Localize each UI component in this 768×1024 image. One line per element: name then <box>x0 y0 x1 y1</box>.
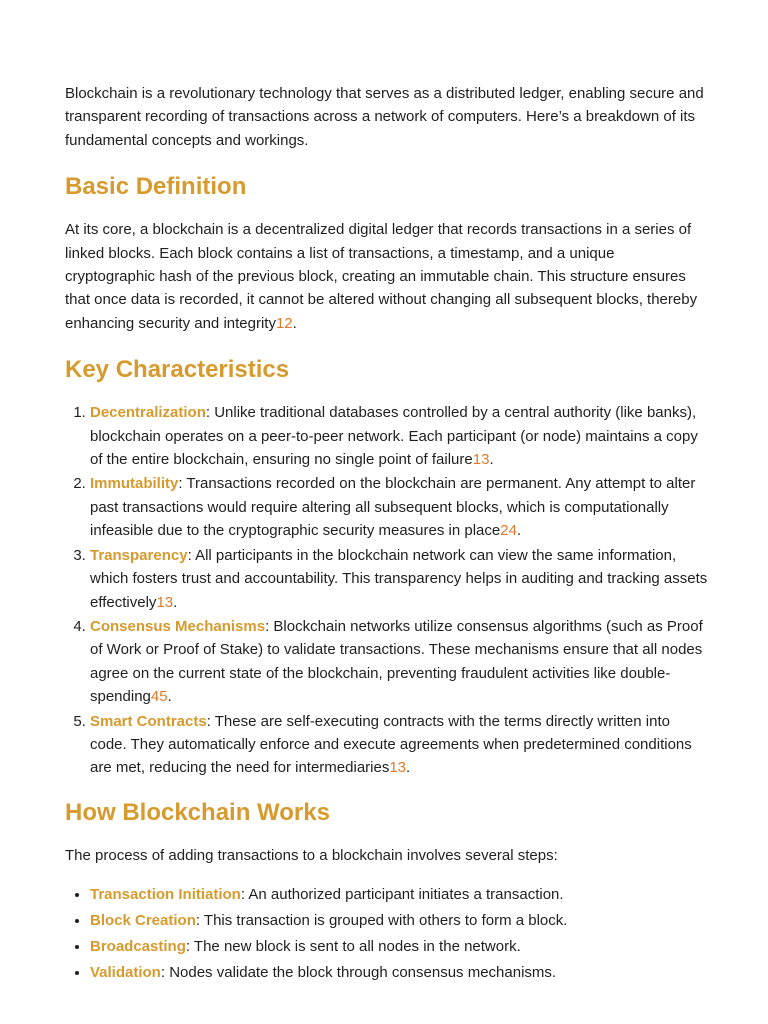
list-item: 3. Transparency: All participants in the blockchain network can view the same information, which fosters trust and accountability. This transparency helps in auditing and tracking assets effectively13. <box>90 544 708 614</box>
term-immutability[interactable]: Immutability <box>90 475 179 493</box>
term-transparency[interactable]: Transparency <box>90 546 188 564</box>
term-broadcasting[interactable]: Broadcasting <box>90 937 186 955</box>
heading-how-blockchain-works: How Blockchain Works <box>65 798 330 826</box>
list-item: • Block Creation: This transaction is grouped with others to form a block. <box>90 909 708 932</box>
reference-link[interactable]: 12 <box>275 314 293 332</box>
reference-link[interactable]: 45 <box>150 688 168 706</box>
term-validation[interactable]: Validation <box>90 963 161 981</box>
reference-link[interactable]: 13 <box>389 759 407 777</box>
term-smart-contracts[interactable]: Smart Contracts <box>90 712 207 730</box>
reference-link[interactable]: 13 <box>156 593 174 611</box>
intro-paragraph: Blockchain is a revolutionary technology that serves as a distributed ledger, enabling secure and transparent recording of transactions across a network of computers. Here’s a breakdown of its fundamental concepts and workings. <box>65 85 704 149</box>
basic-definition-paragraph: At its core, a blockchain is a decentralized digital ledger that records transactions in a series of linked blocks. Each block contains a list of transactions, a timestamp, and a unique cryptographic hash of the previous block, creating an immutable chain. This structure ensures that once data is recorded, it cannot be altered without changing all subsequent blocks, thereby enhancing security and integrity12. <box>65 221 698 332</box>
basic-definition-text: At its core, a blockchain is a decentralized digital ledger that records transactions in a series of linked blocks. Each block contains a list of transactions, a timestamp, and a unique cryptographic hash of the previous block, creating an immutable chain. This structure ensures that once data is recorded, it cannot be altered without changing all subsequent blocks, thereby enhancing security and integrity <box>65 221 698 332</box>
heading-basic-definition: Basic Definition <box>65 173 247 201</box>
term-transaction-initiation[interactable]: Transaction Initiation <box>90 886 241 904</box>
characteristics-list <box>65 401 708 780</box>
list-item: 4. Consensus Mechanisms: Blockchain networks utilize consensus algorithms (such as Proof of Work or Proof of Stake) to validate transactions. These mechanisms ensure that all nodes agree on the current state of the blockchain, preventing fraudulent activities like double-spending45. <box>90 615 708 709</box>
term-block-creation[interactable]: Block Creation <box>90 912 196 930</box>
list-item: 5. Smart Contracts: These are self-executing contracts with the terms directly written into code. They automatically enforce and execute agreements when predetermined conditions are met, reducing the need for intermediaries13. <box>90 710 708 780</box>
term-decentralization[interactable]: Decentralization <box>90 404 206 422</box>
list-item: • Validation: Nodes validate the block through consensus mechanisms. <box>90 961 708 984</box>
heading-key-characteristics: Key Characteristics <box>65 356 290 384</box>
list-item: 2. Immutability: Transactions recorded on the blockchain are permanent. Any attempt to alter past transactions would require altering all subsequent blocks, which is computationally infeasible due to the cryptographic security measures in place24. <box>90 472 708 542</box>
steps-list <box>65 883 708 984</box>
list-item: 1. Decentralization: Unlike traditional databases controlled by a central authority (like banks), blockchain operates on a peer-to-peer network. Each participant (or node) maintains a copy of the entire blockchain, ensuring no single point of failure13. <box>90 401 708 471</box>
term-consensus-mechanisms[interactable]: Consensus Mechanisms <box>90 617 266 635</box>
list-item: • Broadcasting: The new block is sent to all nodes in the network. <box>90 935 708 958</box>
reference-link[interactable]: 24 <box>500 522 517 540</box>
list-item: • Transaction Initiation: An authorized participant initiates a transaction. <box>90 883 708 906</box>
steps-intro-paragraph: The process of adding transactions to a blockchain involves several steps: <box>65 846 558 864</box>
reference-link[interactable]: 13 <box>472 451 490 469</box>
